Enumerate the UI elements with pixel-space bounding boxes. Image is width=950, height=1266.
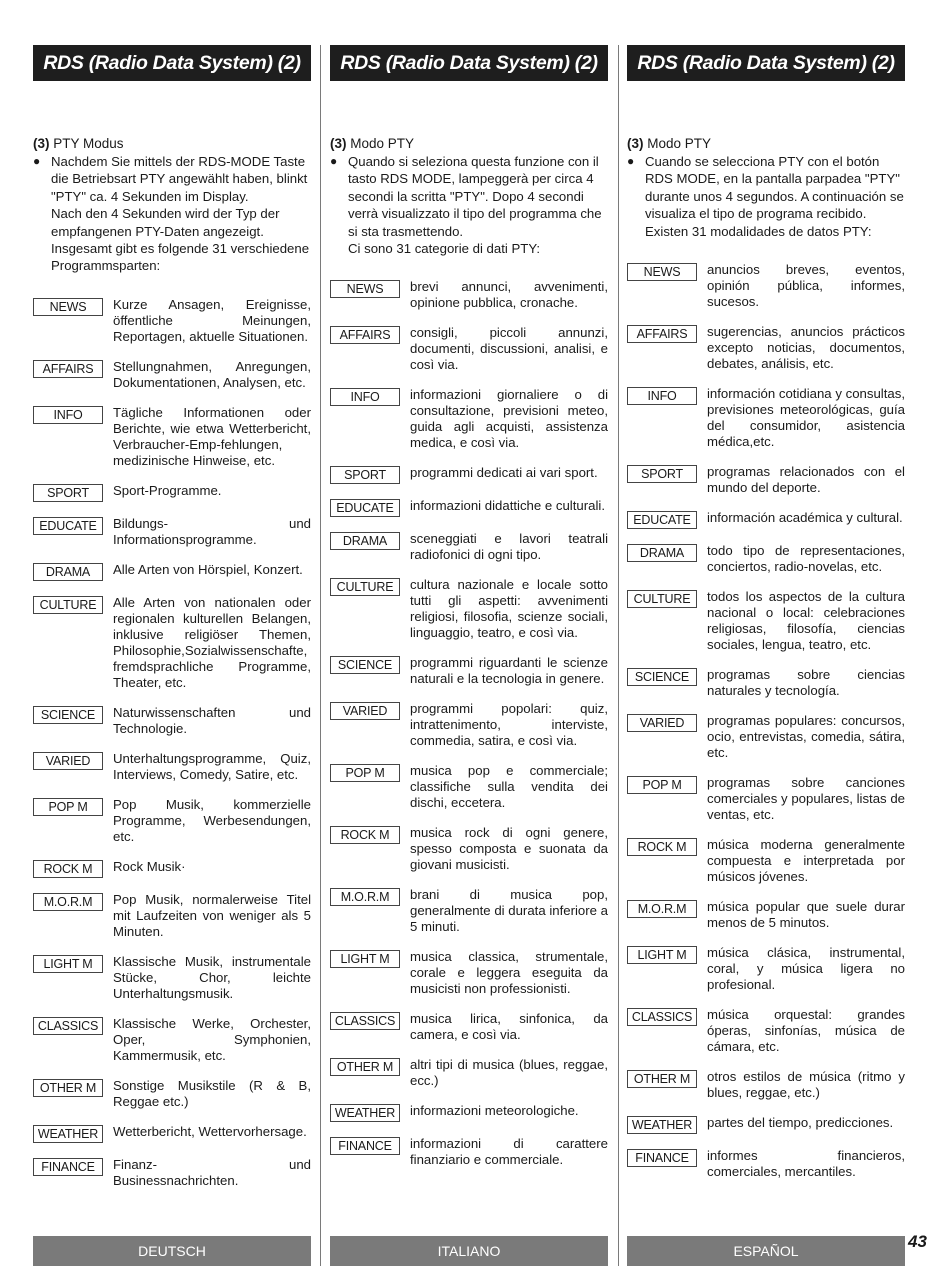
pty-description: programas relacionados con el mundo del deporte.: [707, 464, 905, 496]
bullet-icon: ●: [330, 154, 338, 168]
pty-entry: [33, 705, 311, 737]
pty-code-label: WEATHER: [33, 1125, 103, 1143]
pty-description: anuncios breves, eventos, opinión pública, informes, sucesos.: [707, 262, 905, 310]
language-footer-deutsch: DEUTSCH: [33, 1236, 311, 1266]
pty-description: todo tipo de representaciones, conciertos, radio-novelas, etc.: [707, 543, 905, 575]
pty-code-label: VARIED: [33, 752, 103, 770]
pty-entry: [330, 387, 608, 451]
pty-description: otros estilos de música (ritmo y blues, reggae, etc.): [707, 1069, 905, 1101]
pty-description: consigli, piccoli annunzi, documenti, discussioni, analisi, e così via.: [410, 325, 608, 373]
pty-entry: [33, 1078, 311, 1110]
pty-entry: [33, 797, 311, 845]
subsection-number: (3): [33, 136, 50, 151]
pty-description: Unterhaltungsprogramme, Quiz, Interviews, Comedy, Satire, etc.: [113, 750, 311, 782]
pty-code-label: WEATHER: [627, 1116, 697, 1134]
subsection-number: (3): [330, 136, 347, 151]
pty-entry: [33, 1157, 311, 1189]
pty-entry: [627, 713, 905, 761]
pty-code-label: AFFAIRS: [330, 326, 400, 344]
pty-code-label: SPORT: [33, 484, 103, 502]
pty-entry: [33, 1016, 311, 1064]
pty-code-label: EDUCATE: [627, 511, 697, 529]
pty-description: informes financieros, comerciales, mercantiles.: [707, 1148, 905, 1180]
section-header: RDS (Radio Data System) (2): [330, 45, 608, 81]
pty-code-label: VARIED: [330, 702, 400, 720]
pty-code-label: CLASSICS: [330, 1012, 400, 1030]
language-footer-espanol: ESPAÑOL: [627, 1236, 905, 1266]
column-divider: [618, 45, 619, 1266]
pty-entry: [330, 465, 608, 484]
pty-code-label: CULTURE: [33, 596, 103, 614]
pty-entry: [627, 324, 905, 372]
pty-entry: [33, 297, 311, 345]
subsection-title: [330, 135, 608, 152]
subsection-label: PTY Modus: [53, 136, 124, 151]
pty-description: Sonstige Musikstile (R & B, Reggae etc.): [113, 1077, 311, 1109]
subsection-number: (3): [627, 136, 644, 151]
pty-entry: [330, 949, 608, 997]
pty-code-label: ROCK M: [33, 860, 103, 878]
column-divider: [320, 45, 321, 1266]
pty-code-label: CULTURE: [330, 578, 400, 596]
pty-code-label: INFO: [330, 388, 400, 406]
pty-entry: [33, 359, 311, 391]
pty-code-label: M.O.R.M: [627, 900, 697, 918]
pty-code-label: NEWS: [33, 298, 103, 316]
column-espanol: [627, 45, 905, 1194]
pty-list: [33, 297, 311, 1189]
pty-entry: [33, 516, 311, 548]
column-italiano: [330, 45, 608, 1182]
intro-line: Quando si seleziona questa funzione con il tasto RDS MODE, lampeggerà per circa 4 secondi la scritta "PTY". Dopo 4 secondi verrà visualizzato il tipo del programma che si sta trasmettendo.: [348, 154, 602, 239]
pty-description: musica classica, strumentale, corale e leggera eseguita da musicisti non professionisti.: [410, 949, 608, 997]
bullet-icon: ●: [33, 154, 41, 168]
pty-code-label: CLASSICS: [33, 1017, 103, 1035]
pty-description: informazioni giornaliere o di consultazione, previsioni meteo, guida agli acquisti, assistenza medica, e così via.: [410, 387, 608, 451]
pty-description: informazioni didattiche e culturali.: [410, 498, 605, 514]
pty-description: sceneggiati e lavori teatrali radiofonici di ogni tipo.: [410, 531, 608, 563]
pty-list: [330, 279, 608, 1168]
pty-code-label: EDUCATE: [33, 517, 103, 535]
pty-entry: [33, 892, 311, 940]
pty-description: Alle Arten von nationalen oder regionalen kulturellen Belangen, inklusive religiöser Themen, Philosophie,Sozialwissenschafte, fremdsprachliche Programme, Theater, etc.: [113, 594, 311, 690]
pty-entry: [33, 1124, 311, 1143]
pty-entry: [330, 325, 608, 373]
pty-entry: [330, 577, 608, 641]
pty-code-label: POP M: [33, 798, 103, 816]
pty-code-label: LIGHT M: [330, 950, 400, 968]
pty-description: todos los aspectos de la cultura nacional o local: celebraciones religiosas, filosofía, ciencias sociales, lengua, teatro, etc.: [707, 589, 905, 653]
pty-code-label: SCIENCE: [33, 706, 103, 724]
pty-code-label: LIGHT M: [33, 955, 103, 973]
subsection-label: Modo PTY: [647, 136, 712, 151]
pty-description: cultura nazionale e locale sotto tutti gli aspetti: avvenimenti religiosi, filosofia, scienze sociali, linguaggio, teatro, e così via.: [410, 577, 608, 641]
pty-code-label: CULTURE: [627, 590, 697, 608]
pty-description: música moderna generalmente compuesta e interpretada por músicos jóvenes.: [707, 837, 905, 885]
pty-entry: [330, 825, 608, 873]
pty-code-label: DRAMA: [33, 563, 103, 581]
pty-description: musica pop e commerciale; classifiche sulla vendita dei dischi, eccetera.: [410, 763, 608, 811]
pty-entry: [33, 859, 311, 878]
pty-code-label: OTHER M: [330, 1058, 400, 1076]
pty-entry: [33, 562, 311, 581]
pty-description: informazioni di carattere finanziario e commerciale.: [410, 1136, 608, 1168]
pty-code-label: FINANCE: [330, 1137, 400, 1155]
pty-description: informazioni meteorologiche.: [410, 1103, 579, 1119]
pty-entry: [627, 386, 905, 450]
pty-description: Kurze Ansagen, Ereignisse, öffentliche Meinungen, Reportagen, aktuelle Situationen.: [113, 296, 311, 344]
pty-code-label: SCIENCE: [627, 668, 697, 686]
pty-description: Klassische Musik, instrumentale Stücke, Chor, leichte Unterhaltungsmusik.: [113, 953, 311, 1001]
pty-entry: [33, 483, 311, 502]
pty-code-label: INFO: [627, 387, 697, 405]
pty-description: brani di musica pop, generalmente di durata inferiore a 5 minuti.: [410, 887, 608, 935]
pty-description: música popular que suele durar menos de 5 minutos.: [707, 899, 905, 931]
section-header: RDS (Radio Data System) (2): [627, 45, 905, 81]
pty-entry: [627, 837, 905, 885]
pty-code-label: EDUCATE: [330, 499, 400, 517]
pty-code-label: OTHER M: [33, 1079, 103, 1097]
pty-code-label: NEWS: [330, 280, 400, 298]
pty-description: Naturwissenschaften und Technologie.: [113, 704, 311, 736]
pty-description: musica lirica, sinfonica, da camera, e così via.: [410, 1011, 608, 1043]
pty-entry: [33, 595, 311, 691]
pty-description: música orquestal: grandes óperas, sinfonías, música de cámara, etc.: [707, 1007, 905, 1055]
pty-code-label: SCIENCE: [330, 656, 400, 674]
pty-description: Stellungnahmen, Anregungen, Dokumentationen, Analysen, etc.: [113, 358, 311, 390]
pty-code-label: INFO: [33, 406, 103, 424]
pty-entry: [330, 655, 608, 687]
pty-code-label: DRAMA: [627, 544, 697, 562]
pty-entry: [330, 1103, 608, 1122]
intro-paragraph: [33, 153, 311, 275]
pty-description: brevi annunci, avvenimenti, opinione pubblica, cronache.: [410, 279, 608, 311]
column-deutsch: [33, 45, 311, 1203]
pty-entry: [627, 589, 905, 653]
pty-description: Wetterbericht, Wettervorhersage.: [113, 1123, 307, 1139]
pty-entry: [330, 1057, 608, 1089]
pty-entry: [627, 543, 905, 575]
intro-line: Nachdem Sie mittels der RDS-MODE Taste die Betriebsart PTY angewählt haben, blinkt "PTY" ca. 4 Sekunden im Display.: [51, 154, 308, 204]
pty-code-label: NEWS: [627, 263, 697, 281]
pty-entry: [330, 498, 608, 517]
pty-code-label: ROCK M: [330, 826, 400, 844]
pty-description: Alle Arten von Hörspiel, Konzert.: [113, 561, 303, 577]
pty-entry: [627, 667, 905, 699]
pty-code-label: LIGHT M: [627, 946, 697, 964]
pty-code-label: SPORT: [330, 466, 400, 484]
pty-entry: [330, 701, 608, 749]
language-footer-italiano: ITALIANO: [330, 1236, 608, 1266]
pty-description: programmi riguardanti le scienze naturali e la tecnologia in genere.: [410, 655, 608, 687]
pty-entry: [33, 405, 311, 469]
pty-entry: [627, 899, 905, 931]
pty-entry: [627, 775, 905, 823]
pty-code-label: M.O.R.M: [330, 888, 400, 906]
subsection-title: [33, 135, 311, 152]
pty-code-label: OTHER M: [627, 1070, 697, 1088]
pty-code-label: ROCK M: [627, 838, 697, 856]
pty-description: Klassische Werke, Orchester, Oper, Symphonien, Kammermusik, etc.: [113, 1015, 311, 1063]
pty-code-label: VARIED: [627, 714, 697, 732]
intro-paragraph: [330, 153, 608, 257]
pty-entry: [627, 464, 905, 496]
pty-description: Finanz- und Businessnachrichten.: [113, 1156, 311, 1188]
pty-description: programmi popolari: quiz, intrattenimento, interviste, commedia, satira, e così via.: [410, 701, 608, 749]
pty-entry: [33, 751, 311, 783]
pty-description: Pop Musik, normalerweise Titel mit Laufzeiten von weniger als 5 Minuten.: [113, 891, 311, 939]
intro-line: Ci sono 31 categorie di dati PTY:: [348, 241, 541, 257]
pty-code-label: CLASSICS: [627, 1008, 697, 1026]
pty-description: programas sobre canciones comerciales y populares, listas de ventas, etc.: [707, 775, 905, 823]
bullet-icon: ●: [627, 154, 635, 168]
pty-description: sugerencias, anuncios prácticos excepto noticias, documentos, debates, análisis, etc.: [707, 324, 905, 372]
pty-entry: [330, 763, 608, 811]
section-header: RDS (Radio Data System) (2): [33, 45, 311, 81]
pty-entry: [330, 1011, 608, 1043]
pty-entry: [627, 1115, 905, 1134]
pty-code-label: WEATHER: [330, 1104, 400, 1122]
pty-description: programas populares: concursos, ocio, entrevistas, comedia, sátira, etc.: [707, 713, 905, 761]
pty-entry: [627, 945, 905, 993]
pty-entry: [330, 279, 608, 311]
pty-code-label: AFFAIRS: [33, 360, 103, 378]
pty-entry: [627, 510, 905, 529]
subsection-title: [627, 135, 905, 152]
pty-description: información académica y cultural.: [707, 510, 903, 526]
pty-description: información cotidiana y consultas, previsiones meteorológicas, guía del consumidor, asistencia médica,etc.: [707, 386, 905, 450]
pty-description: Sport-Programme.: [113, 482, 222, 498]
subsection-label: Modo PTY: [350, 136, 415, 151]
pty-code-label: SPORT: [627, 465, 697, 483]
pty-code-label: POP M: [627, 776, 697, 794]
pty-code-label: FINANCE: [33, 1158, 103, 1176]
pty-code-label: AFFAIRS: [627, 325, 697, 343]
pty-description: partes del tiempo, predicciones.: [707, 1115, 894, 1131]
pty-code-label: FINANCE: [627, 1149, 697, 1167]
pty-entry: [627, 262, 905, 310]
intro-line: Cuando se selecciona PTY con el botón RDS MODE, en la pantalla parpadea "PTY" durante unos 4 segundos. A continuación se visualiza el tipo de programa recibido. Existen 31 modalidades de datos PTY:: [645, 154, 904, 239]
pty-list: [627, 262, 905, 1180]
pty-entry: [33, 954, 311, 1002]
page-number: 43: [908, 1232, 927, 1251]
pty-code-label: DRAMA: [330, 532, 400, 550]
pty-description: Tägliche Informationen oder Berichte, wie etwa Wetterbericht, Verbraucher-Emp-fehlungen, medizinische Hinweise, etc.: [113, 404, 311, 468]
pty-description: altri tipi di musica (blues, reggae, ecc.): [410, 1057, 608, 1089]
pty-description: programmi dedicati ai vari sport.: [410, 465, 598, 481]
intro-line: Nach den 4 Sekunden wird der Typ der empfangenen PTY-Daten angezeigt.: [51, 206, 280, 239]
pty-entry: [330, 887, 608, 935]
pty-description: música clásica, instrumental, coral, y música ligera no profesional.: [707, 945, 905, 993]
pty-entry: [330, 531, 608, 563]
pty-entry: [627, 1007, 905, 1055]
pty-entry: [627, 1148, 905, 1180]
intro-line: Insgesamt gibt es folgende 31 verschiedene Programmsparten:: [51, 241, 310, 274]
pty-description: programas sobre ciencias naturales y tecnología.: [707, 667, 905, 699]
pty-entry: [330, 1136, 608, 1168]
pty-description: Bildungs- und Informationsprogramme.: [113, 515, 311, 547]
pty-code-label: M.O.R.M: [33, 893, 103, 911]
pty-entry: [627, 1069, 905, 1101]
pty-description: Rock Musik·: [113, 858, 186, 874]
pty-description: Pop Musik, kommerzielle Programme, Werbesendungen, etc.: [113, 796, 311, 844]
pty-code-label: POP M: [330, 764, 400, 782]
pty-description: musica rock di ogni genere, spesso composta e suonata da giovani musicisti.: [410, 825, 608, 873]
intro-paragraph: [627, 153, 905, 240]
